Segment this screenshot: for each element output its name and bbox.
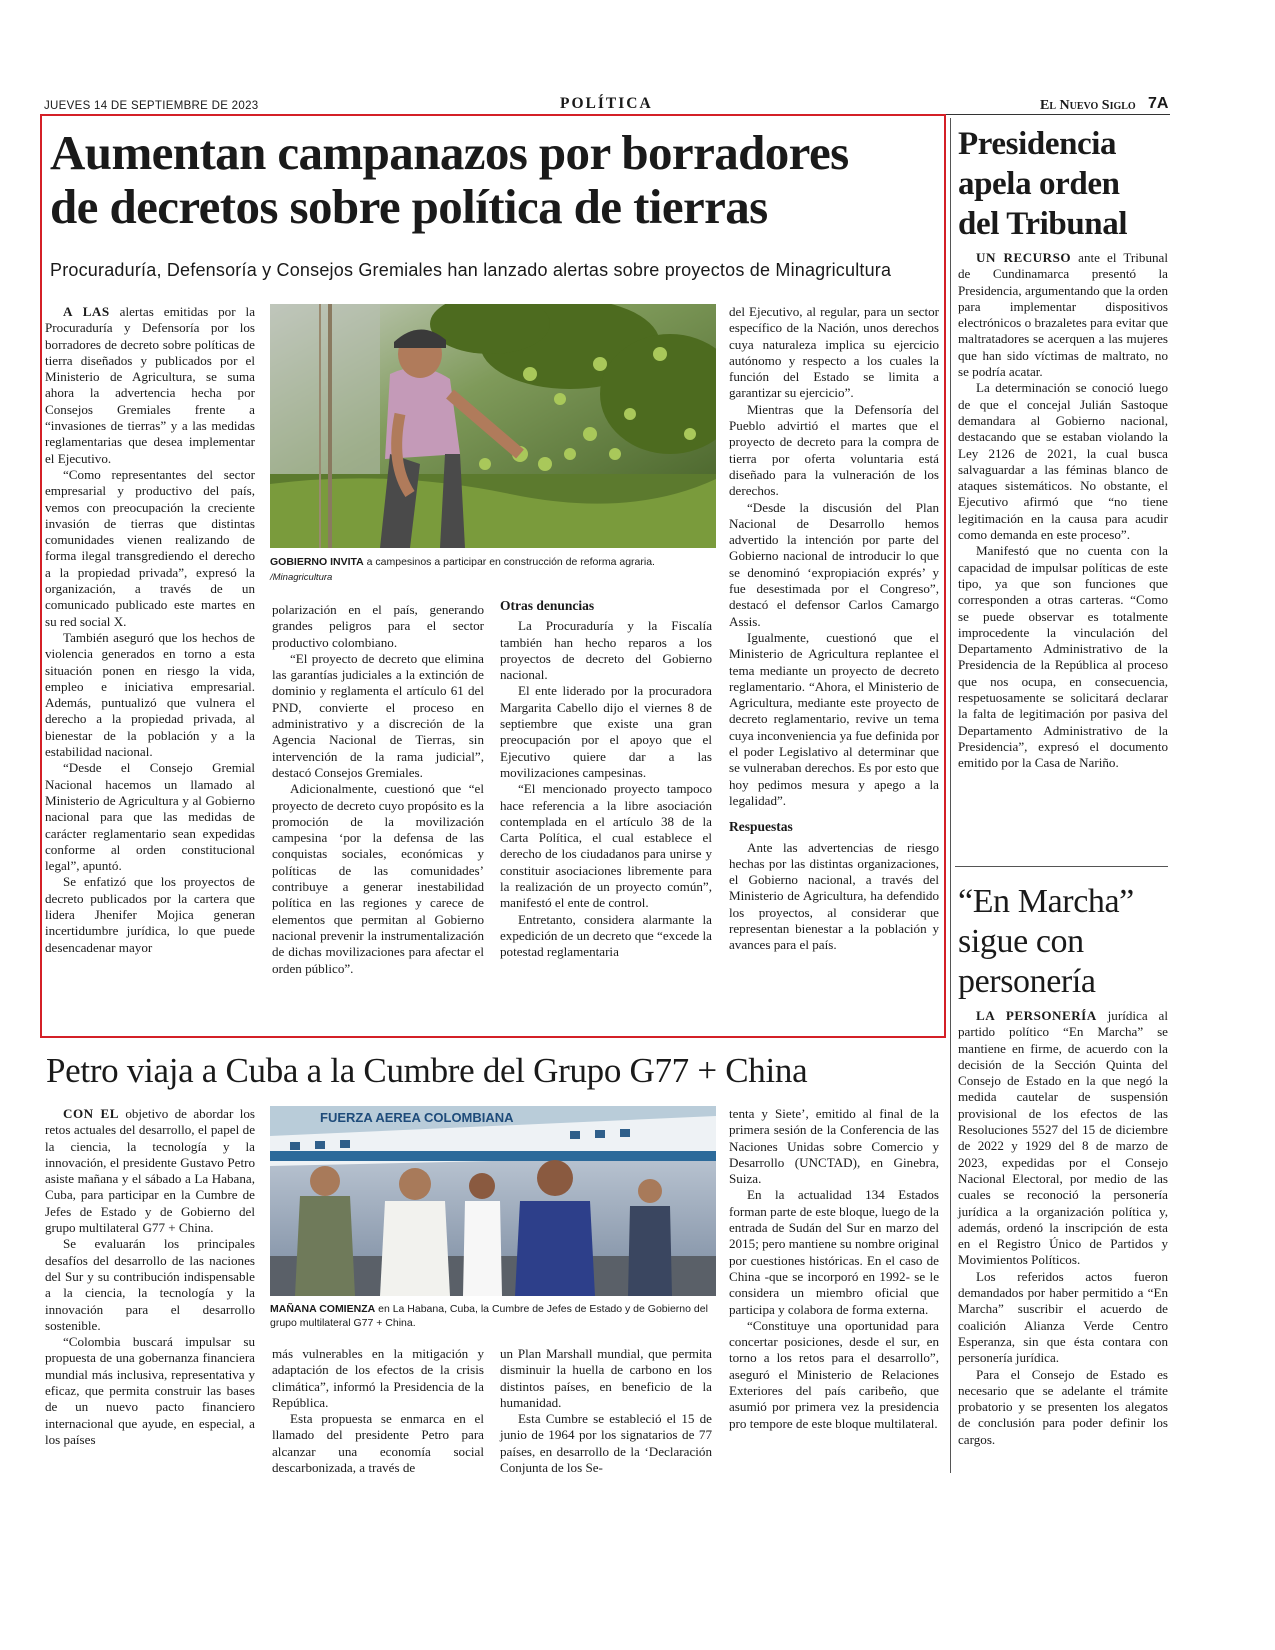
headline-line-3: personería xyxy=(958,963,1096,1000)
headline-line-1: “En Marcha” xyxy=(958,883,1134,920)
second-article-col-3 xyxy=(500,1346,712,1476)
caption-text: en La Habana, Cuba, la Cumbre de Jefes de Estado y de Gobierno del grupo multilateral G77 + China. xyxy=(270,1303,708,1329)
section-name: POLÍTICA xyxy=(560,95,653,112)
farmer-photo-caption xyxy=(270,555,716,585)
paragraph: “Desde el Consejo Gremial Nacional hacemos un llamado al Ministerio de Agricultura y al Gobierno nacional para que las medidas de carácter reglamentario sean expedidas conforme al orden constitucional legal”, apuntó. xyxy=(45,760,255,874)
petro-arrival-photo-image xyxy=(270,1106,716,1296)
paragraph: El ente liderado por la procuradora Margarita Cabello dijo el viernes 8 de septiembre que existe una gran preocupación por el apoyo que el Ejecutivo quiere dar a las movilizaciones campesinas. xyxy=(500,683,712,780)
paragraph: más vulnerables en la mitigación y adaptación de los efectos de la crisis climática”, informó la Presidencia de la República. xyxy=(272,1346,484,1410)
paragraph: Para el Consejo de Estado es necesario que se adelante el trámite probatorio y se presenten los alegatos de conclusión para poder definir los cargos. xyxy=(958,1366,1168,1447)
second-article-col-2 xyxy=(272,1346,484,1476)
paragraph: En la actualidad 134 Estados forman parte de este bloque, luego de la entrada de Sudán del Sur en marzo del 2015; pero mantiene su nombre original por cuestiones históricas. En el caso de China -que se incorporó en 1992- se le considera un miembro oficial que participa y colabora de forma externa. xyxy=(729,1187,939,1317)
paragraph: Se enfatizó que los proyectos de decreto publicados por la cartera que lidera Jhenifer Mojica generan incertidumbre jurídica, lo que puede desencadenar mayor xyxy=(45,874,255,955)
paragraph: “El proyecto de decreto que elimina las garantías judiciales a la extinción de dominio y reglamenta el artículo 61 del PND, convierte el proceso en administrativo y a discreción de la Agencia Nacional de Tierras, sin intervención de la rama judicial”, destacó Consejos Gremiales. xyxy=(272,650,484,780)
headline-line-2: apela orden xyxy=(958,166,1120,202)
subhead-otras-denuncias: Otras denuncias xyxy=(500,598,595,613)
petro-photo-caption xyxy=(270,1302,716,1330)
main-article-col-3 xyxy=(500,598,712,961)
photo-banner-text: FUERZA AEREA COLOMBIANA xyxy=(320,1110,514,1125)
lead-words: A LAS xyxy=(63,304,110,319)
second-headline: Petro viaja a Cuba a la Cumbre del Grupo G77 + China xyxy=(46,1051,808,1090)
paragraph: Ante las advertencias de riesgo hechas por las distintas organizaciones, el Gobierno nacional, a través del Ministerio de Agricultura, ha defendido los proyectos, al considerar que representan bienestar a la población y avances para el país. xyxy=(729,839,939,953)
paragraph: objetivo de abordar los retos actuales del desarrollo, el papel de la ciencia, la tecnología y la innovación, el presidente Gustavo Petro asiste mañana y el sábado a La Habana, Cuba, para participar en la Cumbre de Jefes de Estado y de Gobierno del grupo multilateral G77 + China. xyxy=(45,1106,255,1236)
paragraph: También aseguró que los hechos de violencia generados en torno a esta situación ponen en riesgo la vida, empleo e iniciativa empresarial. Además, puntualizó que vulnera el derecho a la propiedad privada, al bienestar de la población y a la estabilidad nacional. xyxy=(45,629,255,760)
sidebar-divider xyxy=(950,118,951,1473)
headline-line-1: Aumentan campanazos por borradores xyxy=(50,125,849,180)
paragraph: “Como representantes del sector empresarial y productivo del país, vemos con preocupación la creciente invasión de tierras que distintas comunidades vienen realizando de forma ilegal transgrediendo el derecho a la propiedad privada”, expresó la organización, a través de un comunicado publicado este martes en su red social X. xyxy=(45,466,255,629)
farmer-photo xyxy=(270,304,716,548)
caption-lead: MAÑANA COMIENZA xyxy=(270,1303,376,1315)
farmer-photo-image xyxy=(270,304,716,548)
paragraph: un Plan Marshall mundial, que permita disminuir la huella de carbono en los distintos países, en beneficio de la humanidad. xyxy=(500,1346,712,1410)
headline-line-1: Presidencia xyxy=(958,126,1117,162)
paragraph: polarización en el país, generando grandes peligros para el sector productivo colombiano. xyxy=(272,602,484,650)
main-article-col-4 xyxy=(729,304,939,954)
second-article-col-1 xyxy=(45,1106,255,1448)
sidebar-bottom-headline xyxy=(958,882,1173,1002)
lead-words: CON EL xyxy=(63,1106,119,1121)
main-article-col-2 xyxy=(272,602,484,977)
main-headline xyxy=(50,126,950,234)
paragraph: Esta Cumbre se estableció el 15 de junio de 1964 por los signatarios de 77 países, en desarrollo de la ‘Declaración Conjunta de los Se- xyxy=(500,1411,712,1476)
sidebar-bottom-body xyxy=(958,1008,1168,1448)
headline-line-3: del Tribunal xyxy=(958,206,1128,242)
photo-credit: /Minagricultura xyxy=(270,572,333,583)
sidebar-top-body xyxy=(958,250,1168,772)
paragraph: Igualmente, cuestionó que el Ministerio de Agricultura replantee el tema mediante un proyecto de decreto reglamentario. “Ahora, el Ministerio de Agricultura, mediante este proyecto de decreto reglamentario, revive un tema cuya inconveniencia ya fue definida por el poder Legislativo al determinar que se vulneraban derechos. Es por esto que hoy pedimos mesura y apego a la legalidad”. xyxy=(729,629,939,808)
main-article-col-1 xyxy=(45,304,255,956)
paragraph: del Ejecutivo, al regular, para un sector específico de la Nación, unos derechos cuya naturaleza implica su ejercicio autónomo y respecto a los cuales la función del Estado se limita a garantizar su ejercicio”. xyxy=(729,304,939,401)
headline-line-2: sigue con xyxy=(958,923,1084,960)
petro-arrival-photo xyxy=(270,1106,716,1296)
paragraph: “El mencionado proyecto tampoco hace referencia a la libre asociación contemplada en el artículo 38 de la Carta Política, el cual establece el derecho de los ciudadanos para unirse y constituir asociaciones libremente para la realización de un proyecto común”, manifestó el ente de control. xyxy=(500,781,712,911)
paragraph: Se evaluarán los principales desafíos del desarrollo de las naciones del Sur y su contribución indispensable a la ciencia, la tecnología y la innovación para el desarrollo sostenible. xyxy=(45,1236,255,1333)
issue-date: JUEVES 14 DE SEPTIEMBRE DE 2023 xyxy=(44,100,259,112)
subhead-respuestas: Respuestas xyxy=(729,819,793,835)
brand-logo: El Nuevo Siglo xyxy=(1040,98,1136,113)
paragraph: Entretanto, considera alarmante la expedición de un decreto que “excede la potestad reglamentaria xyxy=(500,911,712,960)
paragraph: “Colombia buscará impulsar su propuesta de una gobernanza financiera mundial más inclusiva, representativa y eficaz, que permita construir las bases de un nuevo pacto financiero internacional que ayude, en especial, a los países xyxy=(45,1334,255,1447)
page-number: 7A xyxy=(1148,95,1169,112)
paragraph: alertas emitidas por la Procuraduría y Defensoría por los borradores de decreto sobre políticas de tierra diseñados y publicados por el Ministerio de Agricultura, se suma ahora la advertencia hecha por Consejos Gremiales frente a “invasiones de tierras” y a las medidas reglamentarias que desea implementar el Ejecutivo. xyxy=(45,304,256,466)
paragraph: ante el Tribunal de Cundinamarca presentó la Presidencia, argumentando que la orden para implementar dispositivos electrónicos o brazaletes para evitar que maltratadores se acerquen a las mujeres que han sido víctimas de maltrato, no se podría acatar. xyxy=(958,250,1168,380)
main-subheadline: Procuraduría, Defensoría y Consejos Gremiales han lanzado alertas sobre proyectos de Minagricultura xyxy=(50,260,892,280)
paragraph: Los referidos actos fueron demandados por haber permitido a “En Marcha” suscribir el acuerdo de coalición Alianza Verde Centro Esperanza, sin que ésta contara con personería jurídica. xyxy=(958,1268,1168,1366)
lead-words: LA PERSONERÍA xyxy=(976,1008,1097,1023)
paragraph: La Procuraduría y la Fiscalía también han hecho reparos a los proyectos de decreto del Gobierno nacional. xyxy=(500,618,712,683)
lead-words: UN RECURSO xyxy=(976,250,1072,265)
paragraph: tenta y Siete’, emitido al final de la primera sesión de la Conferencia de las Naciones Unidas sobre Comercio y Desarrollo (UNCTAD), en Ginebra, Suiza. xyxy=(729,1106,939,1187)
paragraph: Manifestó que no cuenta con la capacidad de impulsar políticas de este tipo, ya que son funciones que corresponden a otras carteras. “Como se puede observar es totalmente improcedente la vinculación del Departamento Administrativo de la Presidencia de la República al proceso que nos ocupa, en consecuencia, respetuosamente se solicitará declarar la falta de legitimación por pasiva del Departamento Administrativo de la Presidencia”, expresó el documento emitido por la Casa de Nariño. xyxy=(958,543,1168,771)
sidebar-rule xyxy=(955,866,1168,867)
paragraph: Esta propuesta se enmarca en el llamado del presidente Petro para alcanzar una economía social descarbonizada, a través de xyxy=(272,1411,484,1476)
paragraph: La determinación se conoció luego de que el concejal Julián Sastoque demandara al Gobierno nacional, destacando que se estaban violando la Ley 2126 de 2021, la cual busca salvaguardar a las féminas blanco de ataques sistemáticos. No obstante, el Ejecutivo afirmó que “no tiene legitimación en la causa para acudir como demanda en este proceso”. xyxy=(958,380,1168,543)
paragraph: Mientras que la Defensoría del Pueblo advirtió el martes que el proyecto de decreto para la compra de tierra por oferta voluntaria está diseñado para la vulneración de los derechos. xyxy=(729,401,939,499)
sidebar-top-headline xyxy=(958,124,1168,244)
caption-text: a campesinos a participar en construcción de reforma agraria. xyxy=(363,556,655,568)
headline-line-2: de decretos sobre política de tierras xyxy=(50,179,768,234)
paragraph: “Desde la discusión del Plan Nacional de Desarrollo hemos advertido la intención por parte del Gobierno nacional de introducir lo que se denominó ‘expropiación exprés’ y fue desestimada por el Congreso”, destacó el defensor Carlos Camargo Assis. xyxy=(729,499,939,629)
caption-lead: GOBIERNO INVITA xyxy=(270,556,364,568)
paragraph: Adicionalmente, cuestionó que “el proyecto de decreto cuyo propósito es la promoción de la movilización campesina ‘por la defensa de las conquistas sociales, económicas y políticas de las comunidades’ contribuye a generar inestabilidad política en las regiones y carece de elementos que permitan al Gobierno nacional prevenir la instrumentalización de dichas movilizaciones para afectar el orden público”. xyxy=(272,781,484,976)
paragraph: jurídica al partido político “En Marcha” se mantiene en firme, de acuerdo con la decisión de la Sección Quinta del Consejo de Estado en la que negó la medida cautelar de suspensión provisional de los efectos de las Resoluciones 5527 del 15 de diciembre de 2022 y 1929 del 8 de marzo de 2023, expedidas por el Consejo Nacional Electoral, por medio de las cuales se reconoció la personería jurídica a la organización política y, además, ordenó la inscripción de esta en el Registro Único de Partidos y Movimientos Políticos. xyxy=(958,1008,1168,1268)
paragraph: “Constituye una oportunidad para concertar posiciones, desde el sur, en torno a los retos para el desarrollo”, aseguró el Ministerio de Relaciones Exteriores del país caribeño, que asumió por primera vez la presidencia pro tempore de este bloque multilateral. xyxy=(729,1317,939,1431)
second-article-col-4 xyxy=(729,1106,939,1432)
